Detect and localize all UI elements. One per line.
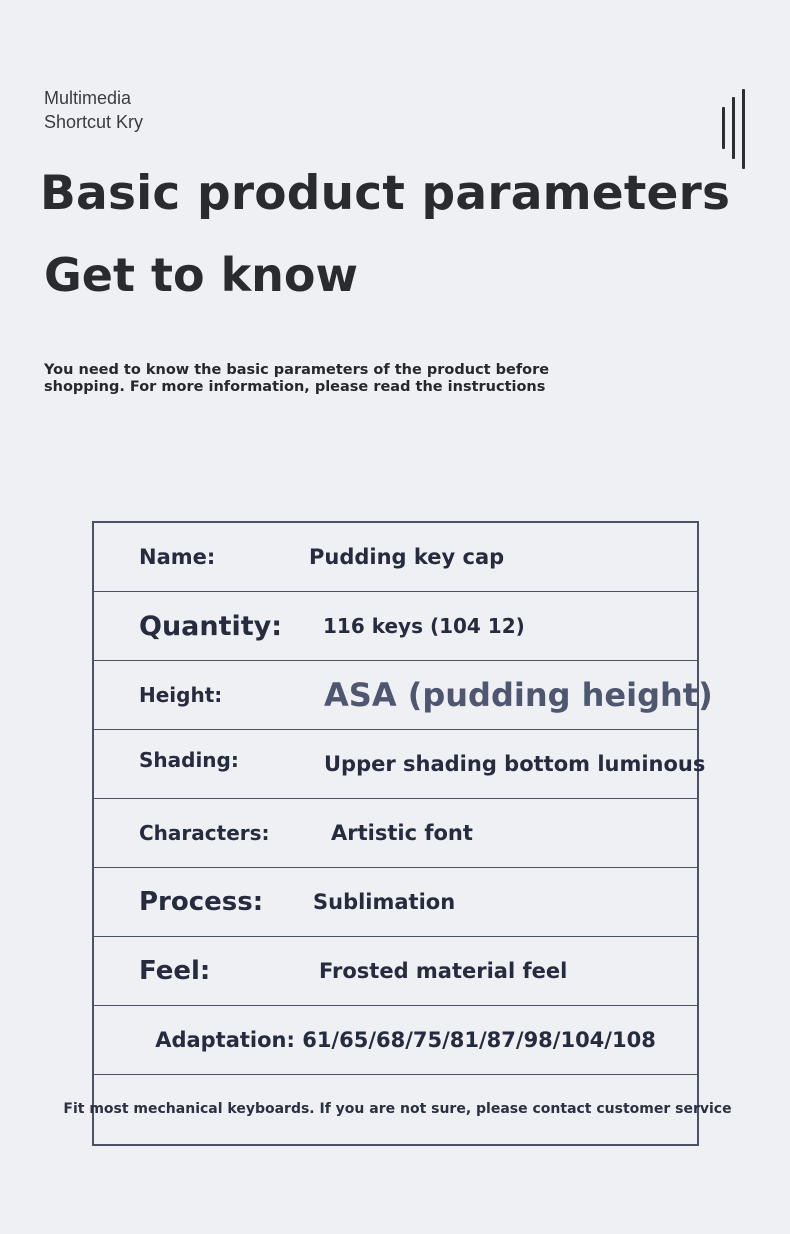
param-value: Sublimation <box>313 890 456 914</box>
param-value: Upper shading bottom luminous <box>324 752 706 776</box>
adaptation-text: Adaptation: 61/65/68/75/81/87/98/104/108 <box>155 1028 656 1052</box>
param-row-quantity <box>94 592 697 661</box>
param-row-height <box>94 661 713 730</box>
param-value: Frosted material feel <box>319 959 568 983</box>
param-row-characters <box>94 799 697 868</box>
description-line-2: shopping. For more information, please read the instructions <box>44 379 546 395</box>
page-subtitle: Get to know <box>44 248 359 302</box>
param-value: 116 keys (104 12) <box>323 614 525 638</box>
page-title: Basic product parameters <box>40 166 731 221</box>
param-label: Name: <box>139 545 216 569</box>
param-label: Quantity: <box>139 610 283 642</box>
param-value: Pudding key cap <box>309 545 505 569</box>
param-row-name <box>94 523 697 592</box>
brand-name <box>44 86 143 134</box>
param-label: Shading: <box>139 748 239 772</box>
description <box>44 362 550 396</box>
param-value: ASA (pudding height) <box>324 676 713 714</box>
param-label: Characters: <box>139 821 270 845</box>
param-row-feel <box>94 937 697 1006</box>
param-row-shading <box>94 730 706 799</box>
description-line-1: You need to know the basic parameters of the product before <box>44 362 550 378</box>
param-row-adaptation <box>94 1006 697 1075</box>
brand-line-1: Multimedia <box>44 88 132 108</box>
param-label: Feel: <box>139 956 211 986</box>
footnote-text: Fit most mechanical keyboards. If you are not sure, please contact customer service <box>63 1101 732 1117</box>
param-row-process <box>94 868 697 937</box>
param-value: Artistic font <box>331 821 473 845</box>
vertical-bars-icon <box>722 89 746 169</box>
param-label: Process: <box>139 887 264 917</box>
param-label: Height: <box>139 683 223 707</box>
brand-line-2: Shortcut Kry <box>44 112 144 132</box>
parameters-table <box>63 521 732 1146</box>
footnote-row <box>63 1075 732 1144</box>
